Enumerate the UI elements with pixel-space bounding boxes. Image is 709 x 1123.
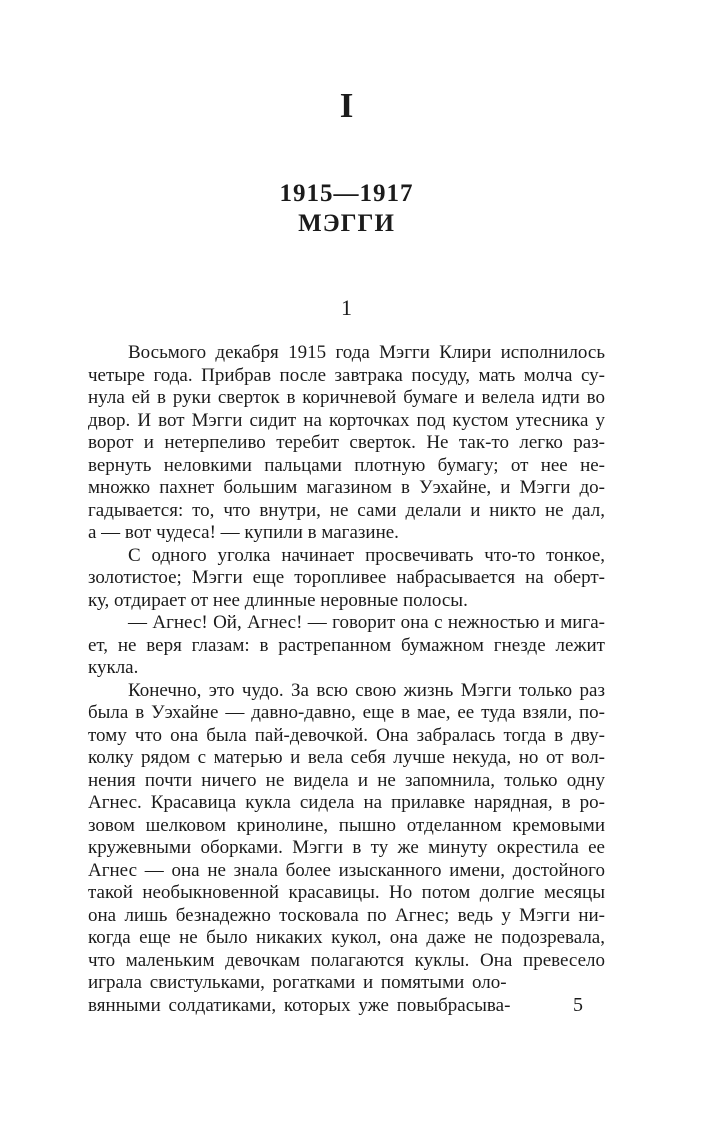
text-line: гадывается: то, что внутри, не сами делали и никто не дал,: [88, 499, 605, 521]
chapter-number: 1: [341, 295, 352, 320]
text-line: кружевными оборками. Мэгги в ту же минуту окрестила ее: [88, 837, 605, 858]
text-line: когда еще не было никаких кукол, она даже не подозревала,: [88, 927, 605, 948]
text-line: зовом шелковом кринолине, пышно отделанном кремовыми: [88, 814, 605, 836]
text-line: она лишь безнадежно тосковала по Агнес; ведь у Мэгги ни-: [88, 904, 605, 926]
paragraph: [88, 342, 605, 545]
text-line: Агнес. Красавица кукла сидела на прилавке нарядная, в ро-: [88, 792, 605, 813]
section-title: МЭГГИ: [298, 210, 395, 237]
paragraph: [88, 545, 605, 613]
text-line: ет, не веря глазам: в растрепанном бумажном гнезде лежит: [88, 634, 605, 656]
text-line: ку, отдирает от нее длинные неровные полосы.: [88, 589, 468, 611]
text-line: С одного уголка начинает просвечивать что-то тонкое,: [128, 544, 605, 566]
text-line: вянными солдатиками, которых уже повыбрасыва-: [88, 994, 511, 1016]
paragraph: [88, 680, 605, 1018]
text-line: нула ей в руки сверток в коричневой бумаге и велела идти во: [88, 387, 605, 408]
section-heading: [88, 179, 605, 239]
text-line: играла свистульками, рогатками и помятыми оло-: [88, 972, 507, 993]
text-line: колку рядом с матерью и вела себя лучше некуда, но от вол-: [88, 747, 605, 768]
text-line: такой необыкновенной красавицы. Но потом долгие месяцы: [88, 882, 605, 903]
text-line: кукла.: [88, 657, 139, 678]
text-line: двор. И вот Мэгги сидит на корточках под кустом утесника у: [88, 409, 605, 431]
text-line: ворот и нетерпеливо теребит сверток. Не так-то легко раз-: [88, 432, 605, 453]
text-line: Восьмого декабря 1915 года Мэгги Клири исполнилось: [128, 342, 605, 363]
text-line: а — вот чудеса! — купили в магазине.: [88, 522, 399, 543]
text-line: множко пахнет большим магазином в Уэхайне, и Мэгги до-: [88, 477, 605, 498]
page-number: 5: [573, 994, 583, 1016]
text-line: тому что она была пай-девочкой. Она забралась тогда в дву-: [88, 724, 605, 746]
section-years: 1915—1917: [279, 180, 414, 207]
text-line: золотистое; Мэгги еще торопливее набрасывается на оберт-: [88, 567, 605, 588]
text-line: что маленьким девочкам полагаются куклы. Она превесело: [88, 949, 605, 971]
text-line: — Агнес! Ой, Агнес! — говорит она с нежностью и мига-: [128, 612, 605, 633]
text-line: нения почти ничего не видела и не запомнила, только одну: [88, 769, 605, 791]
text-line: четыре года. Прибрав после завтрака посуду, мать молча су-: [88, 364, 605, 386]
text-line: была в Уэхайне — давно-давно, еще в мае, ее туда взяли, по-: [88, 702, 605, 723]
text-line: вернуть неловкими пальцами плотную бумагу; от нее не-: [88, 454, 605, 476]
text-line: Конечно, это чудо. За всю свою жизнь Мэгги только раз: [128, 679, 605, 701]
paragraph: [88, 612, 605, 680]
text-line: Агнес — она не знала более изысканного имени, достойного: [88, 859, 605, 881]
part-number: I: [339, 86, 354, 125]
body-text: [88, 342, 605, 1017]
